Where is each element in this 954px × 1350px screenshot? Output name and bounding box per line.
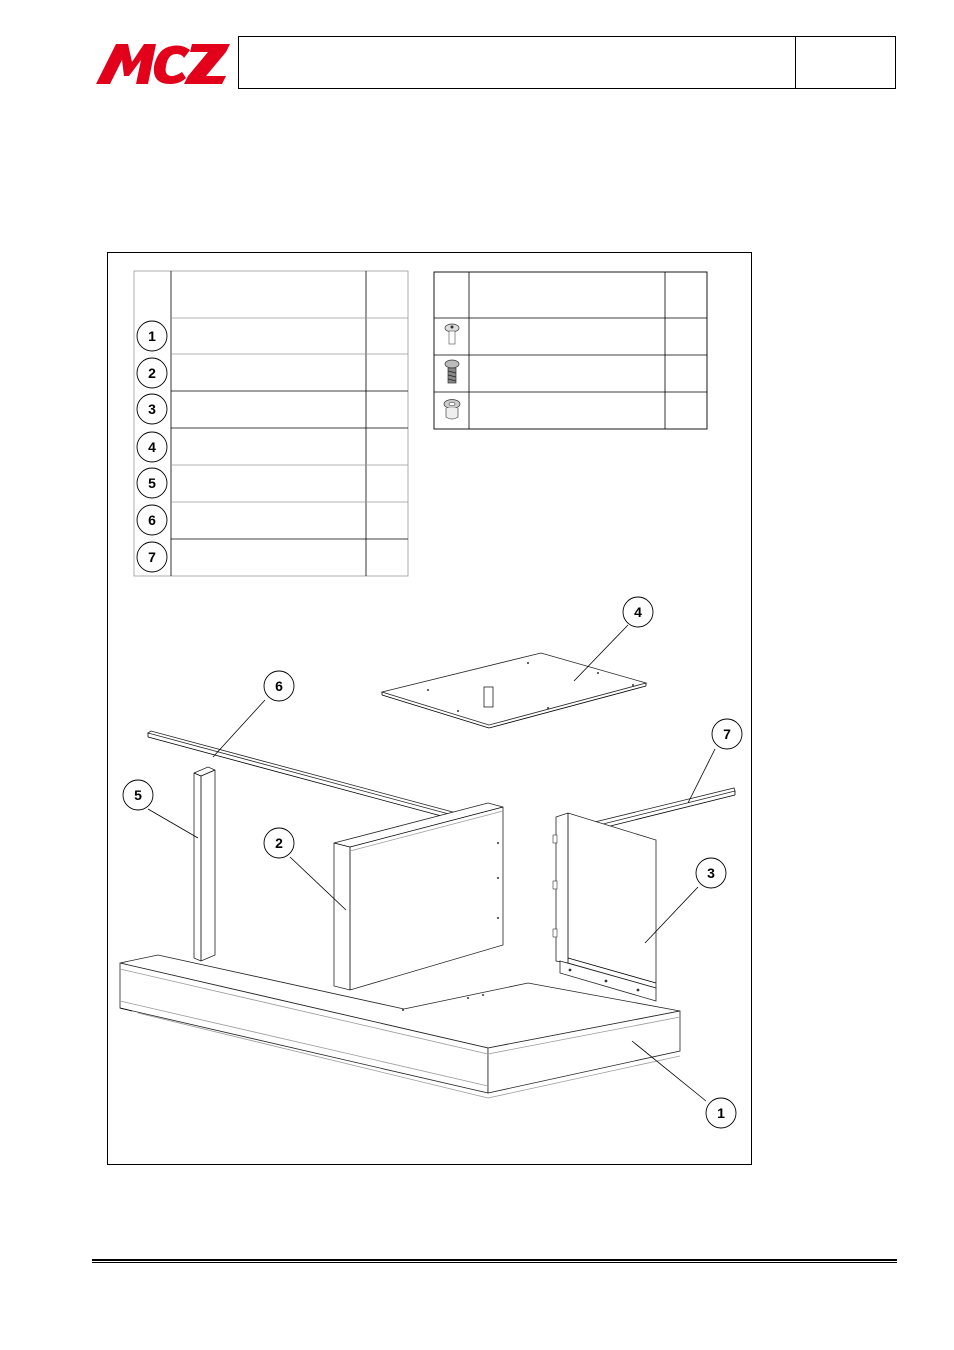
- parts-row-2: [137, 358, 167, 388]
- callout-2: [264, 828, 294, 858]
- footer-rule: [92, 1259, 897, 1263]
- parts-number-2: 2: [148, 365, 156, 381]
- part-corner-post: [194, 767, 215, 961]
- callout-4: [623, 597, 653, 627]
- callout-1-label: 1: [717, 1105, 725, 1121]
- callout-7: [712, 719, 742, 749]
- part-top-plate: [382, 653, 646, 728]
- parts-number-4: 4: [148, 439, 156, 455]
- part-left-panel: [334, 803, 503, 990]
- flat-head-screw-icon: [445, 324, 459, 344]
- callout-5: [123, 780, 153, 810]
- header-box: [238, 36, 896, 89]
- header-divider: [795, 37, 796, 88]
- parts-number-3: 3: [148, 401, 156, 417]
- callout-7-label: 7: [723, 726, 731, 742]
- parts-table: [134, 271, 408, 576]
- part-right-panel: [553, 813, 656, 1001]
- callout-3-label: 3: [707, 865, 715, 881]
- threaded-screw-icon: [445, 360, 459, 383]
- parts-number-5: 5: [148, 475, 156, 491]
- callout-2-label: 2: [275, 835, 283, 851]
- parts-row-6: [137, 505, 167, 535]
- parts-row-4: [137, 432, 167, 462]
- parts-row-1: [137, 321, 167, 351]
- callout-4-label: 4: [634, 604, 642, 620]
- callout-6: [264, 671, 294, 701]
- parts-row-3: [137, 394, 167, 424]
- callout-5-label: 5: [134, 787, 142, 803]
- exploded-view: [108, 253, 753, 1166]
- parts-number-7: 7: [148, 549, 156, 565]
- hardware-table: [434, 272, 707, 429]
- parts-number-1: 1: [148, 328, 156, 344]
- parts-number-6: 6: [148, 512, 156, 528]
- flange-nut-icon: [444, 400, 460, 420]
- parts-row-5: [137, 468, 167, 498]
- mcz-logo: [92, 40, 234, 86]
- callout-6-label: 6: [275, 678, 283, 694]
- callout-3: [696, 858, 726, 888]
- drawing-frame: [107, 252, 752, 1165]
- parts-row-7: [137, 542, 167, 572]
- callout-1: [706, 1098, 736, 1128]
